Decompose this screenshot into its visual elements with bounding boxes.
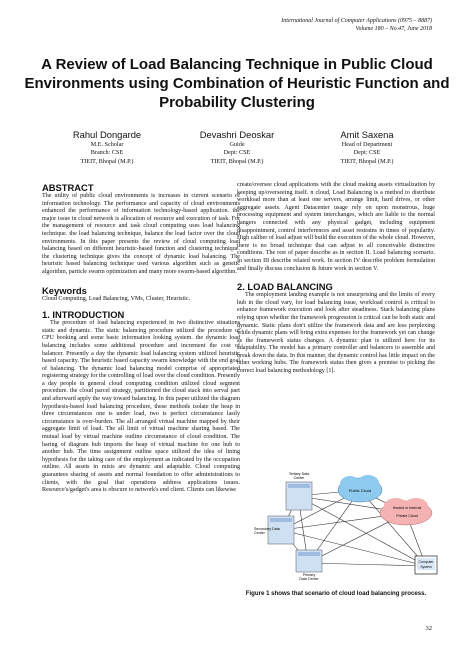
author-block-1	[42, 128, 172, 166]
keywords-heading: Keywords	[42, 284, 87, 296]
public-cloud-label: Public Cloud	[348, 488, 372, 493]
tertiary-data-center-node	[286, 472, 312, 510]
author-dept: Branch: CSE	[90, 149, 124, 157]
left-column	[42, 182, 240, 495]
cloud-load-balancing-figure	[250, 468, 440, 586]
author-block-3	[302, 128, 432, 166]
secondary-data-center-node	[254, 516, 294, 544]
tertiary-label-line1: Tertiary Data	[288, 472, 310, 476]
author-role: M.E. Scholar	[90, 141, 124, 148]
paper-title: A Review of Load Balancing Technique in Public Cloud Environments using Combination of Heuristic Function and Probability Clustering	[24, 56, 450, 111]
load-balancing-text: The employment landing example is not unsurprising and the limits of every hub in the cloud vary, for load balancing issue, workload control is critical to enhance framework execution and look after steadiness. Stack balancing plans relying upon whether the framework progression is critical can be both static and dynamic. Static plans don't utilize the framework data and are less perplexing while dynamic plans will bring extra expenses for the framework yet can change as the framework status changes. A dynamic plan is utilized here for its adaptability. The model has a primary controller and balancers to assemble and break down the data. In this manner, the dynamic control has little impact on the other working hubs. The framework status then gives a premise to picking the correct load balancing methodology [1].	[237, 292, 435, 375]
abstract-heading: ABSTRACT	[42, 182, 94, 193]
author-affiliation: TIEIT, Bhopal (M.P.)	[210, 157, 264, 165]
author-name: Devashri Deoskar	[199, 129, 275, 140]
author-dept: Dept: CSE	[223, 149, 251, 157]
introduction-heading: 1. INTRODUCTION	[42, 309, 125, 321]
journal-volume: Volume 180 – No.47, June 2018	[355, 26, 432, 32]
secondary-label-line1: Secondary Data	[254, 527, 280, 531]
author-role: Head of Department	[341, 141, 393, 148]
primary-label-line1: Primary	[302, 573, 316, 577]
author-name: Amit Saxena	[340, 129, 394, 140]
private-cloud-node	[380, 498, 432, 525]
right-column	[237, 182, 435, 376]
tertiary-label-line2: Center	[293, 476, 305, 480]
keywords-text: Cloud Computing, Load Balancing, VMs, Cluster, Heuristic.	[42, 295, 191, 302]
author-affiliation: TIEIT, Bhopal (M.P.)	[340, 157, 394, 165]
public-cloud-node	[338, 475, 382, 502]
secondary-label-line2: Center	[254, 531, 265, 535]
introduction-text: The procedure of load balancing experienced in two distinctive situations static and dynamic. The static balancing procedure utilized the procedure of CPU booking and some basic information looking system. the dynamic load balancing includes some additional procedure and increment the cost of balancer. Presently a day the dynamic load balancing system utilized heuristic based capacity. The heuristic based capacity swarm knowledge with the end goal of balancing. The dynamic load balancing model comprise of appropriated registering strategy for the controlling of load over the cloud condition. Presently a day people in general cloud computing condition utilized cloud segment procedure. the cloud parcel strategy, partitioned the cloud stack into serval part and afterward apply the way toward balancing. In this paper utilized the diagram hypothesis-based load balancing procedure, these methods isolate the heap in three circumstances one is under load, two is perfect circumstance lastly circumstance is over-burden. The all arranged virtual machine mapped by their aggregate limit of load. The all limit of virtual machine sharing based. The mutual load by virtual machine outline circumstance of cloud condition. The haring of diagram hub imports the heap of virtual machine for one hub to another hub. The time assignment outline space utilized the idea of lining hypothesis for the taking care of the employment as indicated by the occupation outline. All assets in mists are dynamic and adaptable. Cloud computing guarantees sharing of assets and normal foundation to offer administrations to clients, with the goal that operations address applications issues. Resource's/gadget's area is obscure to network's end client. Clients can likewise	[42, 320, 240, 494]
abstract-text: The utility of public cloud environments is increases in current scenario of information technology. The performance and capacity of cloud environments enhanced the performance of information technology-based application. the major issue in cloud network is allocation of resource and execution of task. For the management of resource and task cloud computing uses load balancing technique. the load balancing technique, balance the load factor over the cloud environments. In this paper presents the review of cloud computing load balancing based on different heuristic-based function and clustering technique. the clustering technique gives the concept of dynamic load balancing. The heuristic based balancing technique used various algorithm such as genetic algorithm, particle swarm optimization and many more swarm-based algorithm.	[42, 193, 240, 275]
computer-label-line1: Computer	[418, 560, 434, 564]
running-header	[281, 17, 432, 33]
author-block-2	[172, 128, 302, 166]
computer-system-node	[415, 556, 437, 574]
intro-continued-text: create/oversee cloud applications with the cloud making assets virtualization by keeping up/overseeing itself. n cloud, Load Balancing is a method to distribute workload more than at least one servers, arrange limit, hard drives, or other aggregate assets. Agent Datacenter usage rely on upon monstrous, huge processing equipment and system interchanges, which are liable to the normal dangers connected with any physical gadget, including equipment disappointment, control interferences and asset restrains in times of popularity. High caliber of load adjust will build the execution of the whole cloud. However, there is no broad technique that can adjust to all conceivable distinctive conditions. The rest of paper describe as in section II. Load balancing scenario. In section III describe related work. In section IV describe problem formulation and finally discuss conclusion & future work in section V.	[237, 182, 435, 272]
author-name: Rahul Dongarde	[72, 129, 142, 140]
load-balancing-heading: 2. LOAD BALANCING	[237, 281, 333, 293]
computer-label-line2: System	[420, 565, 432, 569]
page-number: 32	[425, 625, 432, 632]
figure-caption: Figure 1 shows that scenario of cloud load balancing process.	[245, 590, 427, 597]
journal-name: International Journal of Computer Applications (0975 – 8887)	[281, 18, 432, 24]
author-affiliation: TIEIT, Bhopal (M.P.)	[80, 157, 134, 165]
author-dept: Dept: CSE	[353, 149, 381, 157]
private-cloud-label-line1: Hosted or Internal	[392, 506, 422, 510]
author-role: Guide	[229, 141, 245, 148]
primary-data-center-node	[296, 550, 322, 581]
primary-label-line2: Data Center	[299, 577, 319, 581]
private-cloud-label-line2: Private Cloud	[396, 514, 418, 518]
